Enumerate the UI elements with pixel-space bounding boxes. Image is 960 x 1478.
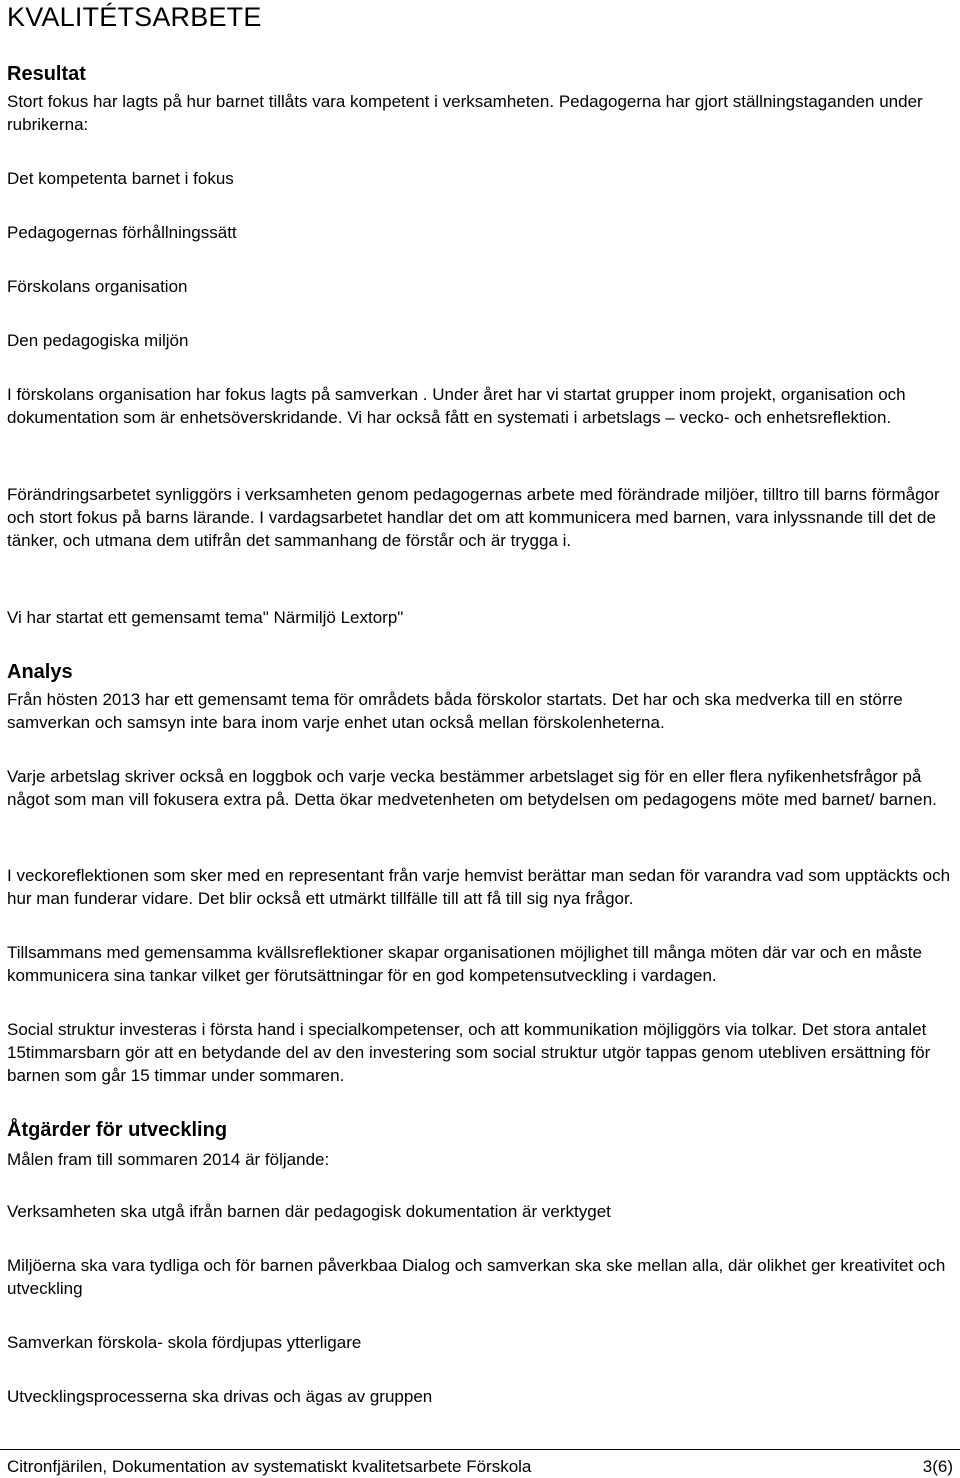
footer-document-title: Citronfjärilen, Dokumentation av systematiskt kvalitetsarbete Förskola [7, 1457, 532, 1476]
analys-heading: Analys [7, 661, 73, 683]
analys-paragraph-3: I veckoreflektionen som sker med en representant från varje hemvist berättar man sedan för varandra vad som upptäckts och hur man funderar vidare. Det blir också ett utmärkt tillfälle till att få till sig nya frågor. [7, 866, 951, 908]
resultat-item-4: Den pedagogiska miljön [7, 331, 189, 350]
atgarder-goal-4: Utvecklingsprocesserna ska drivas och ägas av gruppen [7, 1387, 433, 1406]
page-title: KVALITÉTSARBETE [7, 2, 262, 32]
analys-paragraph-2: Varje arbetslag skriver också en loggbok och varje vecka bestämmer arbetslaget sig för en eller flera nyfikenhetsfrågor på något som man vill fokusera extra på. Detta ökar medvetenheten om betydelsen om pedagogens möte med barnet/ barnen. [7, 767, 937, 809]
atgarder-intro: Målen fram till sommaren 2014 är följande: [7, 1150, 330, 1169]
resultat-heading: Resultat [7, 63, 86, 85]
resultat-paragraph-3: Förändringsarbetet synliggörs i verksamheten genom pedagogernas arbete med förändrade miljöer, tilltro till barns förmågor och stort fokus på barns lärande. I vardagsarbetet handlar det om att kommunicera med barnen, vara inlyssnande till det de tänker, och utmana dem utifrån det sammanhang de förstår och är trygga i. [7, 485, 940, 550]
analys-paragraph-4: Tillsammans med gemensamma kvällsreflektioner skapar organisationen möjlighet till många möten där var och en måste kommunicera sina tankar vilket ger förutsättningar för en god kompetensutveckling i vardagen. [7, 943, 922, 985]
atgarder-goal-1: Verksamheten ska utgå ifrån barnen där pedagogisk dokumentation är verktyget [7, 1202, 611, 1221]
resultat-item-3: Förskolans organisation [7, 277, 188, 296]
resultat-paragraph-1: Stort fokus har lagts på hur barnet tillåts vara kompetent i verksamheten. Pedagogerna har gjort ställningstaganden under rubrikerna: [7, 92, 923, 134]
atgarder-heading: Åtgärder för utveckling [7, 1119, 228, 1141]
analys-paragraph-5: Social struktur investeras i första hand i specialkompetenser, och att kommunikation möjliggörs via tolkar. Det stora antalet 15timmarsbarn gör att en betydande del av den investering som social struktur utgör tappas genom utebliven ersättning för barnen som går 15 timmar under sommaren. [7, 1020, 931, 1085]
resultat-item-2: Pedagogernas förhållningssätt [7, 223, 237, 242]
resultat-item-1: Det kompetenta barnet i fokus [7, 169, 234, 188]
resultat-paragraph-4: Vi har startat ett gemensamt tema" Närmiljö Lextorp" [7, 608, 404, 627]
resultat-paragraph-2: I förskolans organisation har fokus lagts på samverkan . Under året har vi startat grupper inom projekt, organisation och dokumentation som är enhetsöverskridande. Vi har också fått en systemati i arbetslags – vecko- och enhetsreflektion. [7, 385, 906, 427]
analys-paragraph-1: Från hösten 2013 har ett gemensamt tema för områdets båda förskolor startats. Det har och ska medverka till en större samverkan och samsyn inte bara inom varje enhet utan också mellan förskolenheterna. [7, 690, 903, 732]
footer-divider [0, 1449, 960, 1450]
footer-page-number: 3(6) [922, 1457, 953, 1476]
atgarder-goal-3: Samverkan förskola- skola fördjupas ytterligare [7, 1333, 362, 1352]
atgarder-goal-2: Miljöerna ska vara tydliga och för barnen påverkbaa Dialog och samverkan ska ske mellan alla, där olikhet ger kreativitet och utveckling [7, 1256, 946, 1298]
